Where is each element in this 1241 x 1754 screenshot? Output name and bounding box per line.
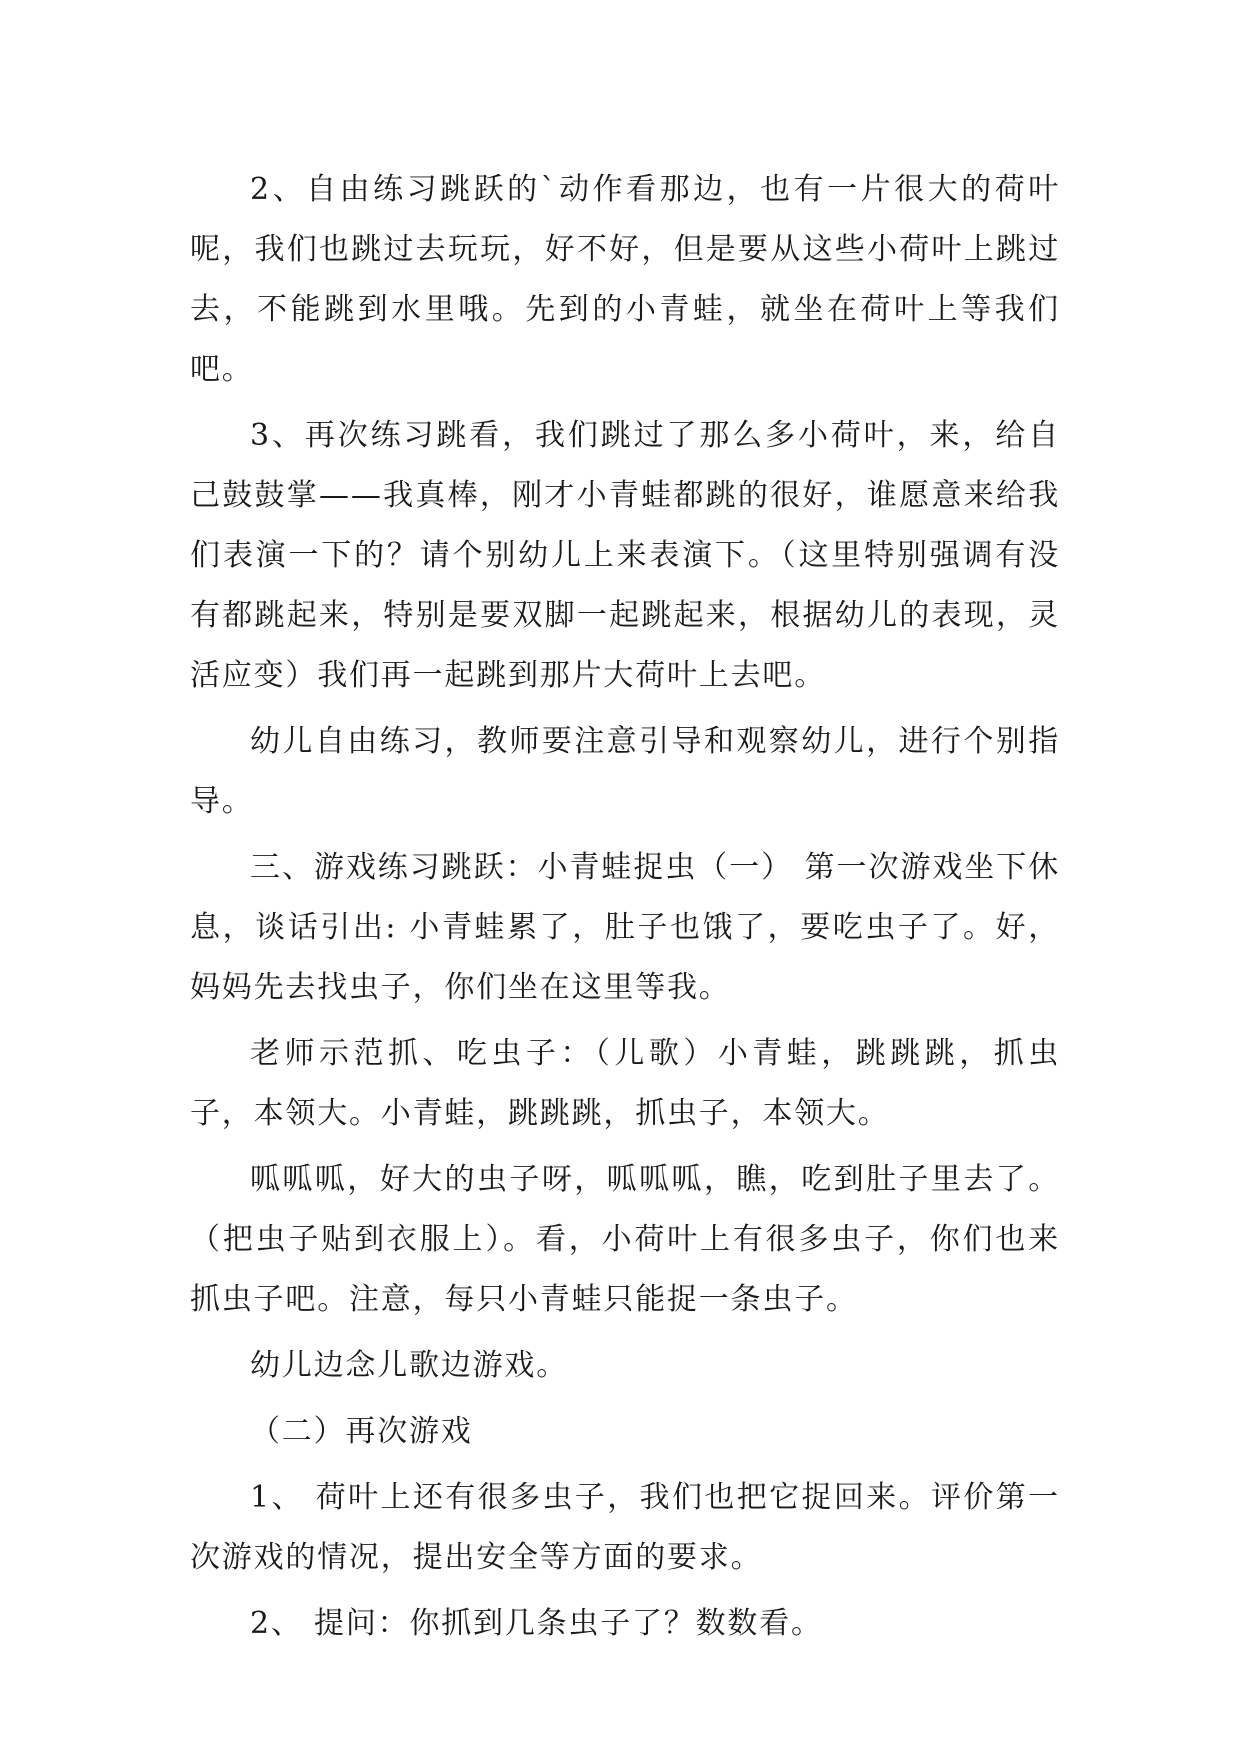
paragraph-game-section-3: 三、游戏练习跳跃：小青蛙捉虫（一） 第一次游戏坐下休息，谈话引出: 小青蛙累了，肚子也饿了，要吃虫子了。好，妈妈先去找虫子，你们坐在这里等我。: [190, 850, 1060, 1005]
paragraph-frog-croak: 呱呱呱，好大的虫子呀，呱呱呱，瞧，吃到肚子里去了。（把虫子贴到衣服上）。看，小荷叶上有很多虫子，你们也来抓虫子吧。注意，每只小青蛙只能捉一条虫子。: [190, 1162, 1060, 1317]
document-body: [190, 160, 1060, 1660]
paragraph-play-again-1: 1、 荷叶上还有很多虫子，我们也把它捉回来。评价第一次游戏的情况，提出安全等方面的要求。: [190, 1480, 1060, 1575]
paragraph-teacher-demo: 老师示范抓、吃虫子：（儿歌）小青蛙，跳跳跳，抓虫子，本领大。小青蛙，跳跳跳，抓虫子，本领大。: [190, 1036, 1060, 1131]
paragraph-play-again-2: 2、 提问：你抓到几条虫子了？数数看。: [250, 1606, 823, 1641]
paragraph-free-practice: 幼儿自由练习，教师要注意引导和观察幼儿，进行个别指导。: [190, 724, 1060, 819]
paragraph-play-again-heading: （二）再次游戏: [250, 1414, 473, 1449]
paragraph-jump-practice-3: 3、再次练习跳看，我们跳过了那么多小荷叶，来，给自己鼓鼓掌——我真棒，刚才小青蛙都跳的很好，谁愿意来给我们表演一下的？请个别幼儿上来表演下。（这里特别强调有没有都跳起来，特别是要双脚一起跳起来，根据幼儿的表现，灵活应变）我们再一起跳到那片大荷叶上去吧。: [190, 418, 1060, 693]
paragraph-jump-practice-2: 2、自由练习跳跃的`动作看那边，也有一片很大的荷叶呢，我们也跳过去玩玩，好不好，但是要从这些小荷叶上跳过去，不能跳到水里哦。先到的小青蛙，就坐在荷叶上等我们吧。: [190, 172, 1060, 387]
paragraph-children-play: 幼儿边念儿歌边游戏。: [250, 1348, 568, 1383]
